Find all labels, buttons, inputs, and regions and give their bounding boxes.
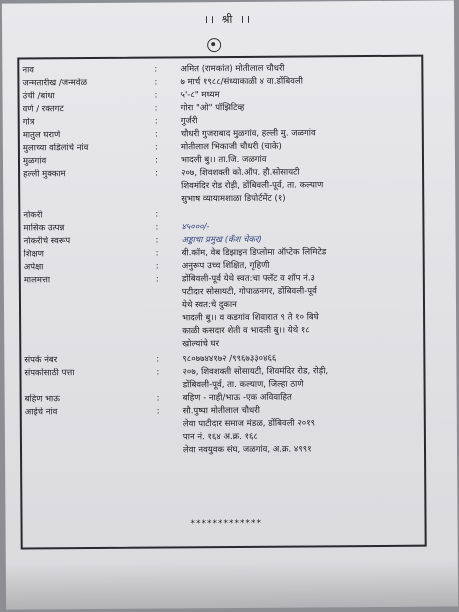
- field-value: ५'-८" मध्यम: [180, 90, 220, 101]
- field-value: चौधरी गुजराबाद मुळगांव, हल्ली मु. जळगांव: [180, 128, 316, 140]
- field-value-line: लेवा पाटीदार समाज मंडळ, डोंबिवली २०१९: [182, 418, 316, 430]
- field-colon: :: [154, 103, 158, 114]
- field-colon: :: [154, 90, 158, 101]
- field-label: शिक्षण: [23, 249, 44, 260]
- field-colon: :: [155, 261, 159, 272]
- field-value: अनुरूप उच्च शिक्षित, गृहिणी: [181, 260, 270, 272]
- field-value-line: भादली बु।। व कडगांव शिवारात ९ ते १० बिघे: [182, 312, 319, 324]
- field-value: बी.कॉम, वेब डिझाइन डिप्लोमा ऑप्टेक लिमिटेड: [181, 247, 327, 259]
- field-colon: :: [154, 142, 158, 153]
- field-label: मासिक उत्पन्न: [23, 223, 65, 234]
- field-colon: :: [156, 367, 160, 378]
- field-colon: :: [156, 406, 160, 417]
- field-label: अपेक्षा: [23, 262, 44, 273]
- field-label: वर्ण / रक्तगट: [22, 104, 64, 115]
- field-colon: :: [155, 222, 159, 233]
- footer-stars: *************: [190, 518, 263, 530]
- field-value: २०७, शिवशक्ती को.ऑप. हौ.सोसायटी: [181, 167, 300, 179]
- field-value-line: डोंबिवली-पूर्व, ता. कल्याण, जिल्हा ठाणे: [182, 379, 304, 391]
- field-value-line: येथे स्वत:चे दुकान: [181, 299, 237, 311]
- field-value: डोंबिवली-पूर्व येथे स्वत:चा फ्लॅट व शॉप नं.३: [181, 273, 315, 285]
- field-colon: :: [154, 77, 158, 88]
- field-colon: :: [154, 129, 158, 140]
- field-label: संपर्क नंबर: [24, 355, 58, 366]
- field-value-line: लेवा नवयुवक संघ, जळगांव, अ.क्र. ४९९१: [182, 444, 312, 456]
- field-value-line: खोल्यांचे घर: [182, 339, 220, 350]
- field-label: हल्ली मुक्काम: [23, 169, 66, 180]
- field-label: जन्मतारीख /जन्मवेळ: [22, 77, 88, 89]
- field-colon: :: [154, 116, 158, 127]
- field-colon: :: [154, 155, 158, 166]
- field-colon: :: [156, 354, 160, 365]
- field-label: गोत्र: [22, 117, 35, 128]
- field-label: बहिण भाऊ: [24, 394, 60, 405]
- field-value: बहिण - नाही/भाऊ -एक अविवाहित: [182, 392, 292, 404]
- field-colon: :: [155, 235, 159, 246]
- field-label: मातुल घराणे: [22, 130, 61, 141]
- field-label: मुळगांव: [22, 156, 47, 167]
- field-label: उंची /बांधा: [22, 91, 55, 102]
- field-value: गुर्जरी: [180, 116, 198, 127]
- field-value: अमित (रामकांत) मोतीलाल चौधरी: [180, 63, 285, 75]
- field-value: मोतीलाल भिकाजी चौधरी (चाके): [180, 141, 282, 153]
- field-value: सौ.पुष्पा मोतीलाल चौधरी: [182, 405, 260, 417]
- field-value-line: सुभाष व्यायामशाळा डिपोर्टमेंट (१): [181, 193, 286, 205]
- header-title: ।। श्री ।।: [203, 12, 253, 27]
- document-page: [2, 0, 458, 609]
- emblem-icon: [207, 38, 221, 52]
- field-value: ९८०७७४४१७२ /९९६७३३०४६६: [182, 353, 277, 365]
- field-value: २०७, शिवशक्ती सोसायटी, शिवमंदिर रोड, रोड़ी,: [182, 366, 329, 378]
- field-label: आईचे नांव: [24, 407, 58, 418]
- field-label: नाव: [22, 65, 35, 76]
- bottom-shadow: [6, 560, 458, 609]
- field-value: गोरा "ओ" पॉझिटिव्ह: [180, 102, 245, 114]
- field-value: ७ मार्च १९८८/संध्याकाळी ४ वा.डोंबिवली: [180, 76, 303, 88]
- field-value-line: पटीदार सोसायटी, गोपाळनगर, डोंबिवली-पूर्व: [181, 286, 317, 298]
- field-label: मालमत्ता: [23, 275, 51, 286]
- field-colon: :: [155, 168, 158, 179]
- field-value: ४५०००/-: [181, 222, 210, 233]
- field-label: संपर्कासाठी पत्ता: [24, 368, 75, 379]
- field-label: मुलाच्या वडिलांचे नांव: [22, 142, 89, 154]
- field-label: नोकरीचे स्वरूप: [23, 236, 71, 247]
- field-value-line: पान नं. १६४ अ.क्र. १६८: [182, 431, 258, 443]
- field-colon: :: [156, 393, 160, 404]
- field-value-line: काळी कसदार शेती व भादली बु।। येथे १८: [182, 325, 310, 337]
- field-colon: :: [154, 64, 158, 75]
- field-value: भादली बु।। ता.जि. जळगांव: [180, 154, 267, 166]
- field-value: अड्डाचा प्रमुख (कॅश चेकर): [181, 234, 262, 246]
- field-label: नोकरी: [23, 210, 43, 221]
- field-colon: :: [155, 209, 159, 220]
- field-colon: :: [155, 274, 159, 285]
- field-colon: :: [155, 248, 159, 259]
- field-value-line: शिवमंदिर रोड रोड़ी, डोंबिवली-पूर्व, ता. कल्याण: [181, 180, 324, 192]
